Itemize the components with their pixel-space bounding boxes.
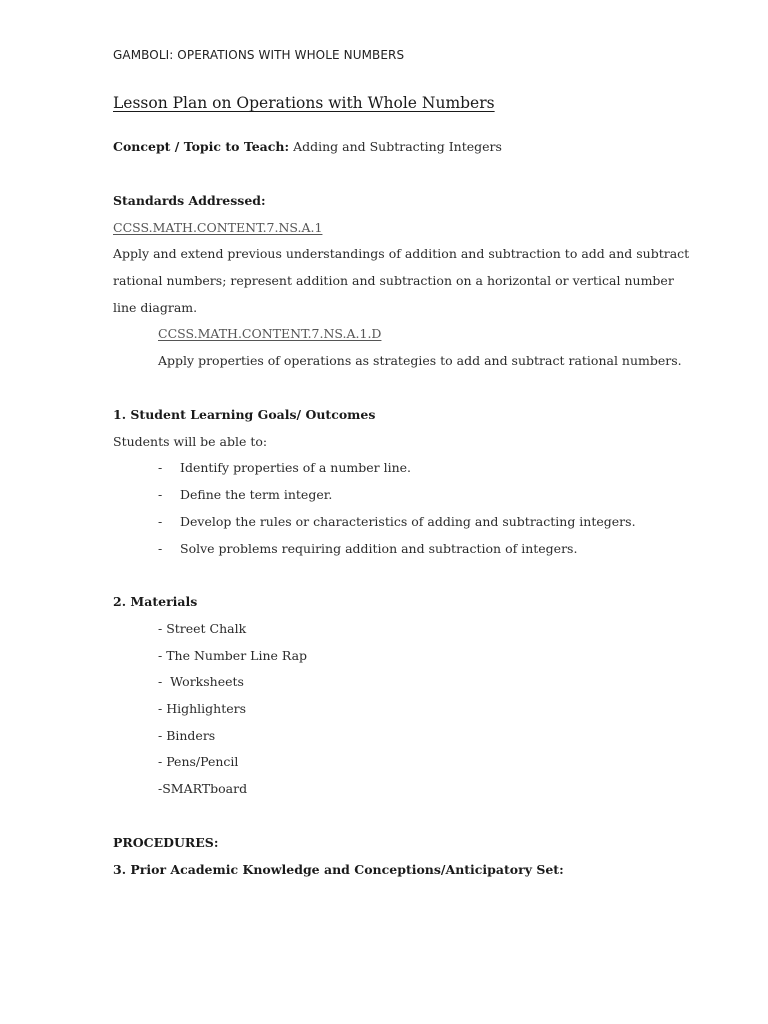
- standard-desc-1-line-2: rational numbers; represent addition and subtraction on a horizontal or vertical number: [113, 273, 674, 288]
- standard-code-2[interactable]: [158, 326, 381, 342]
- goal-item: [158, 541, 577, 557]
- goal-item: [158, 460, 411, 476]
- concept-label: Concept / Topic to Teach:: [113, 139, 290, 154]
- standard-code-2-link[interactable]: CCSS.MATH.CONTENT.7.NS.A.1.D: [158, 326, 382, 341]
- material-item: - Pens/Pencil: [158, 754, 239, 769]
- standard-code-1[interactable]: [113, 220, 322, 236]
- goal-item: [158, 514, 636, 530]
- running-header: GAMBOLI: OPERATIONS WITH WHOLE NUMBERS: [113, 48, 405, 62]
- material-item: - Street Chalk: [158, 621, 247, 636]
- materials-heading: 2. Materials: [113, 594, 198, 609]
- concept-line: [113, 139, 502, 155]
- goal-item-text: Solve problems requiring addition and subtraction of integers.: [180, 541, 578, 556]
- bullet-dash: -: [158, 487, 163, 502]
- bullet-dash: -: [158, 514, 163, 529]
- standard-desc-2: Apply properties of operations as strategies to add and subtract rational numbers.: [158, 353, 682, 368]
- standards-heading: Standards Addressed:: [113, 193, 266, 208]
- procedures-subheading: 3. Prior Academic Knowledge and Conceptions/Anticipatory Set:: [113, 862, 564, 877]
- bullet-dash: -: [158, 460, 163, 475]
- goal-item-text: Define the term integer.: [180, 487, 333, 502]
- standard-code-1-link[interactable]: CCSS.MATH.CONTENT.7.NS.A.1: [113, 220, 323, 235]
- standard-desc-1-line-1: Apply and extend previous understandings of addition and subtraction to add and subtract: [113, 246, 690, 261]
- procedures-heading: PROCEDURES:: [113, 835, 219, 850]
- bullet-dash: -: [158, 541, 163, 556]
- material-item: - Worksheets: [158, 674, 244, 689]
- goals-intro: Students will be able to:: [113, 434, 268, 449]
- material-item: - The Number Line Rap: [158, 648, 308, 663]
- concept-value: Adding and Subtracting Integers: [293, 139, 502, 154]
- lesson-title: Lesson Plan on Operations with Whole Numbers: [113, 94, 495, 112]
- material-item: - Highlighters: [158, 701, 247, 716]
- goal-item: [158, 487, 332, 503]
- goals-heading: 1. Student Learning Goals/ Outcomes: [113, 407, 376, 422]
- goal-item-text: Identify properties of a number line.: [180, 460, 412, 475]
- goal-item-text: Develop the rules or characteristics of adding and subtracting integers.: [180, 514, 636, 529]
- material-item: -SMARTboard: [158, 781, 248, 796]
- standard-desc-1-line-3: line diagram.: [113, 300, 198, 315]
- material-item: - Binders: [158, 728, 216, 743]
